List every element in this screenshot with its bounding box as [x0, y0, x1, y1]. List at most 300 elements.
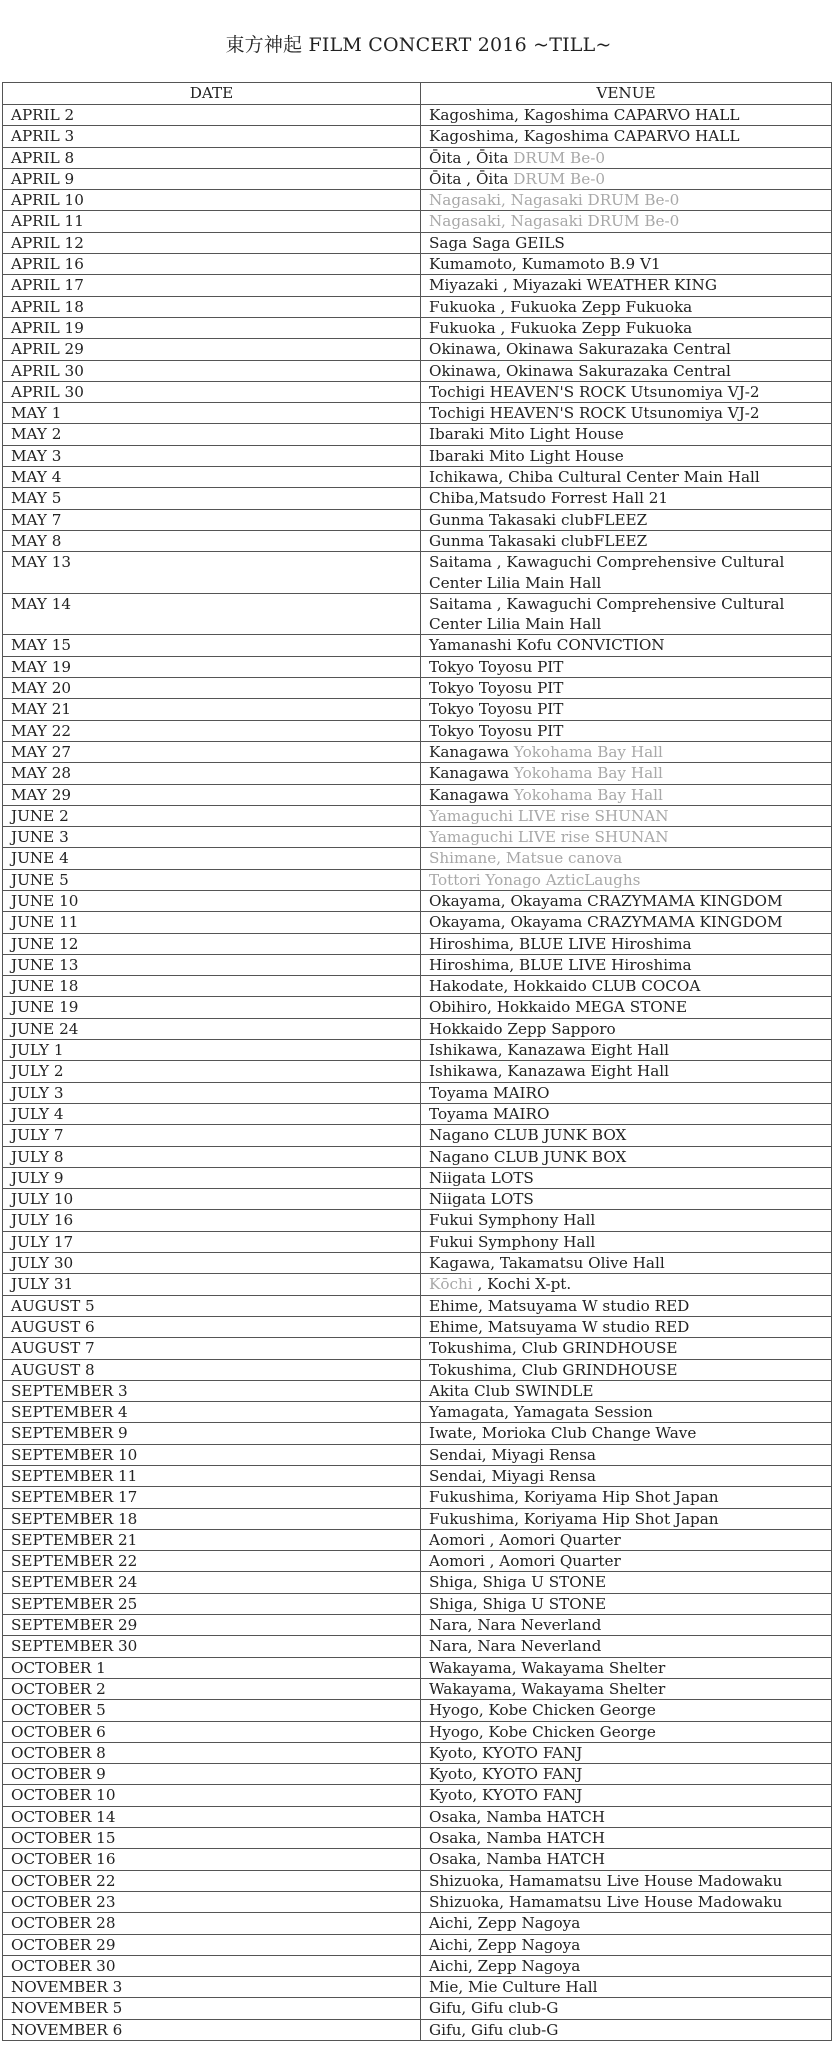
date-cell: SEPTEMBER 4 — [3, 1402, 421, 1423]
table-row — [3, 1828, 832, 1849]
venue-text: Shizuoka, Hamamatsu Live House Madowaku — [429, 1892, 783, 1911]
table-row — [3, 126, 832, 147]
venue-text-greyed: DRUM Be-0 — [513, 169, 605, 188]
venue-cell — [421, 530, 832, 551]
venue-text: Wakayama, Wakayama Shelter — [429, 1679, 666, 1698]
venue-cell — [421, 1721, 832, 1742]
date-cell: SEPTEMBER 17 — [3, 1487, 421, 1508]
venue-cell — [421, 1487, 832, 1508]
date-cell: JUNE 18 — [3, 976, 421, 997]
date-cell: SEPTEMBER 24 — [3, 1572, 421, 1593]
table-row — [3, 954, 832, 975]
table-row — [3, 211, 832, 232]
date-cell: MAY 27 — [3, 741, 421, 762]
table-row — [3, 360, 832, 381]
venue-text: Okayama, Okayama CRAZYMAMA KINGDOM — [429, 891, 783, 910]
venue-text: Gunma Takasaki clubFLEEZ — [429, 510, 648, 529]
venue-text: Kagoshima, Kagoshima CAPARVO HALL — [429, 106, 740, 124]
date-cell: JUNE 4 — [3, 848, 421, 869]
venue-text: Niigata LOTS — [429, 1168, 534, 1187]
date-cell: MAY 20 — [3, 678, 421, 699]
venue-text: Gunma Takasaki clubFLEEZ — [429, 531, 648, 550]
venue-cell — [421, 2019, 832, 2040]
page-title: 東方神起 FILM CONCERT 2016 ~TILL~ — [225, 34, 612, 56]
table-row — [3, 168, 832, 189]
date-cell: APRIL 8 — [3, 147, 421, 168]
venue-cell — [421, 827, 832, 848]
table-row — [3, 1253, 832, 1274]
venue-text: Osaka, Namba HATCH — [429, 1850, 605, 1869]
date-cell: APRIL 11 — [3, 211, 421, 232]
table-row — [3, 1189, 832, 1210]
venue-text-greyed: Shimane, Matsue canova — [429, 849, 623, 868]
venue-text: Tokyo Toyosu PIT — [429, 679, 564, 698]
venue-text: Akita Club SWINDLE — [429, 1381, 594, 1400]
venue-cell — [421, 1189, 832, 1210]
venue-text-greyed: Yamaguchi LIVE rise SHUNAN — [429, 806, 669, 825]
venue-cell — [421, 593, 832, 635]
venue-cell — [421, 1742, 832, 1763]
venue-text: Saitama , Kawaguchi Comprehensive Cultural Center Lilia Main Hall — [429, 553, 785, 592]
date-cell: MAY 1 — [3, 403, 421, 424]
table-row — [3, 635, 832, 656]
venue-text: Ōita , Ōita — [429, 169, 514, 188]
table-row — [3, 424, 832, 445]
table-row — [3, 1316, 832, 1337]
date-cell: SEPTEMBER 3 — [3, 1380, 421, 1401]
table-row — [3, 848, 832, 869]
date-cell: AUGUST 8 — [3, 1359, 421, 1380]
table-row — [3, 1657, 832, 1678]
date-cell: JULY 1 — [3, 1040, 421, 1061]
venue-text: Sendai, Miyagi Rensa — [429, 1467, 596, 1485]
venue-cell — [421, 1508, 832, 1529]
venue-text-greyed: Tottori Yonago AzticLaughs — [429, 870, 641, 889]
date-cell: JULY 7 — [3, 1125, 421, 1146]
venue-text: Ishikawa, Kanazawa Eight Hall — [429, 1062, 669, 1081]
venue-cell — [421, 912, 832, 933]
table-row — [3, 593, 832, 635]
venue-cell — [421, 424, 832, 445]
date-cell: APRIL 19 — [3, 317, 421, 338]
table-row — [3, 232, 832, 253]
date-cell: APRIL 30 — [3, 381, 421, 402]
table-row — [3, 445, 832, 466]
venue-text: Fukuoka , Fukuoka Zepp Fukuoka — [429, 297, 693, 316]
venue-text: Okayama, Okayama CRAZYMAMA KINGDOM — [429, 913, 783, 932]
venue-cell — [421, 1977, 832, 1998]
venue-cell — [421, 1934, 832, 1955]
venue-cell — [421, 1231, 832, 1252]
venue-cell — [421, 381, 832, 402]
venue-cell — [421, 1253, 832, 1274]
venue-text: Nara, Nara Neverland — [429, 1616, 602, 1635]
schedule-rows — [3, 105, 832, 2041]
table-row — [3, 1508, 832, 1529]
table-row — [3, 805, 832, 826]
venue-text: Fukui Symphony Hall — [429, 1232, 596, 1251]
venue-cell — [421, 997, 832, 1018]
table-row — [3, 1785, 832, 1806]
venue-text: Tokushima, Club GRINDHOUSE — [429, 1339, 678, 1358]
table-row — [3, 1466, 832, 1487]
venue-cell — [421, 1657, 832, 1678]
venue-text: Tokyo Toyosu PIT — [429, 700, 564, 719]
date-cell: OCTOBER 23 — [3, 1891, 421, 1912]
venue-text: Tokushima, Club GRINDHOUSE — [429, 1360, 678, 1379]
venue-text: Hyogo, Kobe Chicken George — [429, 1722, 656, 1741]
table-header-row — [3, 83, 832, 105]
venue-text: Shizuoka, Hamamatsu Live House Madowaku — [429, 1871, 783, 1890]
table-row — [3, 1636, 832, 1657]
venue-cell — [421, 1466, 832, 1487]
venue-cell — [421, 1082, 832, 1103]
venue-cell — [421, 1849, 832, 1870]
table-row — [3, 1103, 832, 1124]
table-row — [3, 656, 832, 677]
table-row — [3, 1998, 832, 2019]
date-cell: MAY 13 — [3, 552, 421, 594]
venue-text: Nagano CLUB JUNK BOX — [429, 1126, 627, 1145]
venue-cell — [421, 741, 832, 762]
venue-text: Hokkaido Zepp Sapporo — [429, 1019, 616, 1038]
venue-text: Aichi, Zepp Nagoya — [429, 1956, 581, 1975]
venue-cell — [421, 1103, 832, 1124]
venue-text: Ichikawa, Chiba Cultural Center Main Hall — [429, 468, 760, 487]
venue-text: Saitama , Kawaguchi Comprehensive Cultural Center Lilia Main Hall — [429, 594, 785, 634]
date-cell: JULY 30 — [3, 1253, 421, 1274]
venue-cell — [421, 445, 832, 466]
table-row — [3, 1359, 832, 1380]
table-row — [3, 1274, 832, 1295]
venue-text: Miyazaki , Miyazaki WEATHER KING — [429, 276, 717, 295]
venue-text: Gifu, Gifu club-G — [429, 1999, 559, 2018]
table-row — [3, 1380, 832, 1401]
date-cell: AUGUST 5 — [3, 1295, 421, 1316]
table-row — [3, 552, 832, 594]
venue-cell — [421, 488, 832, 509]
venue-cell — [421, 869, 832, 890]
date-cell: MAY 29 — [3, 784, 421, 805]
table-row — [3, 1061, 832, 1082]
table-row — [3, 275, 832, 296]
venue-text-greyed: Yokohama Bay Hall — [513, 764, 663, 783]
table-row — [3, 1529, 832, 1550]
date-cell: MAY 8 — [3, 530, 421, 551]
venue-text: Sendai, Miyagi Rensa — [429, 1445, 596, 1464]
date-cell: OCTOBER 9 — [3, 1764, 421, 1785]
date-cell: APRIL 3 — [3, 126, 421, 147]
venue-cell — [421, 1785, 832, 1806]
venue-text: Yamagata, Yamagata Session — [429, 1403, 653, 1422]
date-cell: AUGUST 7 — [3, 1338, 421, 1359]
venue-cell — [421, 954, 832, 975]
date-cell: JUNE 5 — [3, 869, 421, 890]
table-row — [3, 1551, 832, 1572]
table-row — [3, 509, 832, 530]
schedule-table — [2, 82, 832, 2041]
date-cell: JULY 3 — [3, 1082, 421, 1103]
venue-cell — [421, 296, 832, 317]
date-cell: JULY 31 — [3, 1274, 421, 1295]
venue-cell — [421, 1380, 832, 1401]
venue-text-greyed: Yamaguchi LIVE rise SHUNAN — [429, 828, 669, 847]
venue-column-header: VENUE — [421, 83, 832, 105]
venue-cell — [421, 168, 832, 189]
table-row — [3, 933, 832, 954]
venue-cell — [421, 211, 832, 232]
date-cell: APRIL 16 — [3, 254, 421, 275]
table-row — [3, 1678, 832, 1699]
table-row — [3, 1913, 832, 1934]
venue-text: Ishikawa, Kanazawa Eight Hall — [429, 1041, 669, 1060]
table-row — [3, 1423, 832, 1444]
venue-cell — [421, 105, 832, 126]
venue-cell — [421, 254, 832, 275]
table-row — [3, 1891, 832, 1912]
venue-cell — [421, 1828, 832, 1849]
date-cell: MAY 28 — [3, 763, 421, 784]
venue-cell — [421, 467, 832, 488]
venue-cell — [421, 1210, 832, 1231]
venue-cell — [421, 1423, 832, 1444]
date-cell: JUNE 24 — [3, 1018, 421, 1039]
date-cell: SEPTEMBER 10 — [3, 1444, 421, 1465]
venue-text: Kyoto, KYOTO FANJ — [429, 1786, 583, 1805]
date-cell: OCTOBER 28 — [3, 1913, 421, 1934]
venue-cell — [421, 1615, 832, 1636]
venue-cell — [421, 1338, 832, 1359]
table-row — [3, 339, 832, 360]
venue-cell — [421, 1764, 832, 1785]
venue-text: Kyoto, KYOTO FANJ — [429, 1743, 583, 1762]
venue-cell — [421, 275, 832, 296]
venue-cell — [421, 1998, 832, 2019]
table-row — [3, 1870, 832, 1891]
venue-cell — [421, 1678, 832, 1699]
table-row — [3, 997, 832, 1018]
table-row — [3, 1040, 832, 1061]
date-cell: SEPTEMBER 21 — [3, 1529, 421, 1550]
table-row — [3, 403, 832, 424]
date-cell: MAY 7 — [3, 509, 421, 530]
venue-cell — [421, 1146, 832, 1167]
venue-text: Ehime, Matsuyama W studio RED — [429, 1317, 690, 1336]
table-row — [3, 1742, 832, 1763]
venue-cell — [421, 232, 832, 253]
venue-text-greyed: Kōchi — [429, 1275, 473, 1294]
table-row — [3, 381, 832, 402]
table-row — [3, 1572, 832, 1593]
venue-cell — [421, 976, 832, 997]
table-row — [3, 741, 832, 762]
venue-text: Kanagawa — [429, 764, 514, 783]
date-cell: OCTOBER 8 — [3, 1742, 421, 1763]
table-row — [3, 1764, 832, 1785]
date-cell: JUNE 12 — [3, 933, 421, 954]
table-row — [3, 147, 832, 168]
date-cell: JULY 8 — [3, 1146, 421, 1167]
venue-text: Kyoto, KYOTO FANJ — [429, 1765, 583, 1784]
date-cell: OCTOBER 30 — [3, 1955, 421, 1976]
date-cell: MAY 21 — [3, 699, 421, 720]
date-cell: JUNE 2 — [3, 805, 421, 826]
venue-text: Okinawa, Okinawa Sakurazaka Central — [429, 361, 731, 380]
venue-cell — [421, 656, 832, 677]
venue-text: Aomori , Aomori Quarter — [429, 1552, 621, 1571]
venue-text: Ibaraki Mito Light House — [429, 425, 624, 444]
venue-cell — [421, 1274, 832, 1295]
table-row — [3, 467, 832, 488]
venue-text: Fukui Symphony Hall — [429, 1211, 596, 1230]
venue-cell — [421, 1402, 832, 1423]
venue-text: Kumamoto, Kumamoto B.9 V1 — [429, 255, 661, 274]
date-cell: JULY 4 — [3, 1103, 421, 1124]
venue-cell — [421, 509, 832, 530]
venue-cell — [421, 1913, 832, 1934]
date-cell: MAY 14 — [3, 593, 421, 635]
venue-text: Chiba,Matsudo Forrest Hall 21 — [429, 489, 669, 508]
date-cell: MAY 15 — [3, 635, 421, 656]
venue-text: Osaka, Namba HATCH — [429, 1829, 605, 1848]
table-row — [3, 1146, 832, 1167]
table-row — [3, 869, 832, 890]
date-cell: SEPTEMBER 9 — [3, 1423, 421, 1444]
date-cell: SEPTEMBER 18 — [3, 1508, 421, 1529]
date-cell: OCTOBER 16 — [3, 1849, 421, 1870]
table-row — [3, 678, 832, 699]
venue-text: Aomori , Aomori Quarter — [429, 1530, 621, 1549]
venue-text-greyed: Yokohama Bay Hall — [513, 785, 663, 804]
venue-text-greyed: Yokohama Bay Hall — [513, 742, 663, 761]
venue-cell — [421, 678, 832, 699]
date-cell: APRIL 30 — [3, 360, 421, 381]
date-cell: NOVEMBER 3 — [3, 1977, 421, 1998]
venue-text: Ehime, Matsuyama W studio RED — [429, 1296, 690, 1315]
venue-text: Obihiro, Hokkaido MEGA STONE — [429, 998, 688, 1017]
venue-text: Toyama MAIRO — [429, 1104, 550, 1123]
date-cell: MAY 3 — [3, 445, 421, 466]
table-row — [3, 1295, 832, 1316]
date-cell: JUNE 11 — [3, 912, 421, 933]
table-row — [3, 1487, 832, 1508]
venue-cell — [421, 1167, 832, 1188]
table-row — [3, 1593, 832, 1614]
date-cell: APRIL 29 — [3, 339, 421, 360]
date-cell: APRIL 17 — [3, 275, 421, 296]
date-cell: JUNE 19 — [3, 997, 421, 1018]
table-row — [3, 105, 832, 126]
table-row — [3, 1849, 832, 1870]
date-cell: MAY 5 — [3, 488, 421, 509]
venue-text: Osaka, Namba HATCH — [429, 1807, 605, 1826]
venue-cell — [421, 147, 832, 168]
venue-cell — [421, 339, 832, 360]
venue-text: Shiga, Shiga U STONE — [429, 1594, 607, 1613]
date-cell: OCTOBER 2 — [3, 1678, 421, 1699]
venue-cell — [421, 1359, 832, 1380]
table-row — [3, 1934, 832, 1955]
table-row — [3, 827, 832, 848]
date-cell: OCTOBER 22 — [3, 1870, 421, 1891]
table-row — [3, 1167, 832, 1188]
table-row — [3, 1231, 832, 1252]
date-cell: SEPTEMBER 11 — [3, 1466, 421, 1487]
venue-cell — [421, 933, 832, 954]
venue-text: Fukuoka , Fukuoka Zepp Fukuoka — [429, 318, 693, 337]
table-row — [3, 1721, 832, 1742]
date-cell: JUNE 3 — [3, 827, 421, 848]
date-cell: MAY 4 — [3, 467, 421, 488]
table-row — [3, 488, 832, 509]
venue-text: Kagoshima, Kagoshima CAPARVO HALL — [429, 127, 740, 146]
venue-text: Hiroshima, BLUE LIVE Hiroshima — [429, 955, 692, 974]
venue-cell — [421, 805, 832, 826]
venue-cell — [421, 1593, 832, 1614]
venue-cell — [421, 635, 832, 656]
venue-cell — [421, 190, 832, 211]
venue-cell — [421, 1125, 832, 1146]
venue-cell — [421, 1870, 832, 1891]
venue-cell — [421, 360, 832, 381]
venue-cell — [421, 1529, 832, 1550]
table-row — [3, 1402, 832, 1423]
date-cell: SEPTEMBER 29 — [3, 1615, 421, 1636]
venue-cell — [421, 1700, 832, 1721]
date-cell: MAY 19 — [3, 656, 421, 677]
table-row — [3, 1125, 832, 1146]
venue-cell — [421, 126, 832, 147]
venue-cell — [421, 1295, 832, 1316]
venue-cell — [421, 890, 832, 911]
table-row — [3, 296, 832, 317]
venue-cell — [421, 1806, 832, 1827]
venue-cell — [421, 1572, 832, 1593]
venue-text-suffix: , Kochi X-pt. — [472, 1275, 572, 1294]
venue-text: Iwate, Morioka Club Change Wave — [429, 1424, 697, 1443]
venue-cell — [421, 1891, 832, 1912]
table-row — [3, 699, 832, 720]
table-row — [3, 1018, 832, 1039]
date-cell: OCTOBER 29 — [3, 1934, 421, 1955]
date-cell: JUNE 13 — [3, 954, 421, 975]
venue-text: Tokyo Toyosu PIT — [429, 721, 564, 740]
venue-text: Fukushima, Koriyama Hip Shot Japan — [429, 1488, 719, 1507]
venue-text: Tokyo Toyosu PIT — [429, 657, 564, 676]
venue-text: Nagano CLUB JUNK BOX — [429, 1147, 627, 1166]
venue-text: Ōita , Ōita — [429, 148, 514, 167]
venue-text: Aichi, Zepp Nagoya — [429, 1914, 581, 1933]
date-cell: JULY 2 — [3, 1061, 421, 1082]
venue-text: Hyogo, Kobe Chicken George — [429, 1701, 656, 1720]
venue-text: Hakodate, Hokkaido CLUB COCOA — [429, 977, 701, 996]
venue-text: Aichi, Zepp Nagoya — [429, 1935, 581, 1954]
date-cell: JULY 16 — [3, 1210, 421, 1231]
venue-text: Tochigi HEAVEN'S ROCK Utsunomiya VJ-2 — [429, 382, 760, 401]
table-row — [3, 254, 832, 275]
venue-text: Saga Saga GEILS — [429, 233, 565, 252]
venue-text: Tochigi HEAVEN'S ROCK Utsunomiya VJ-2 — [429, 404, 760, 423]
venue-cell — [421, 848, 832, 869]
table-row — [3, 1338, 832, 1359]
date-cell: MAY 22 — [3, 720, 421, 741]
venue-cell — [421, 403, 832, 424]
table-row — [3, 912, 832, 933]
date-cell: APRIL 2 — [3, 105, 421, 126]
venue-cell — [421, 720, 832, 741]
table-row — [3, 976, 832, 997]
date-column-header: DATE — [3, 83, 421, 105]
